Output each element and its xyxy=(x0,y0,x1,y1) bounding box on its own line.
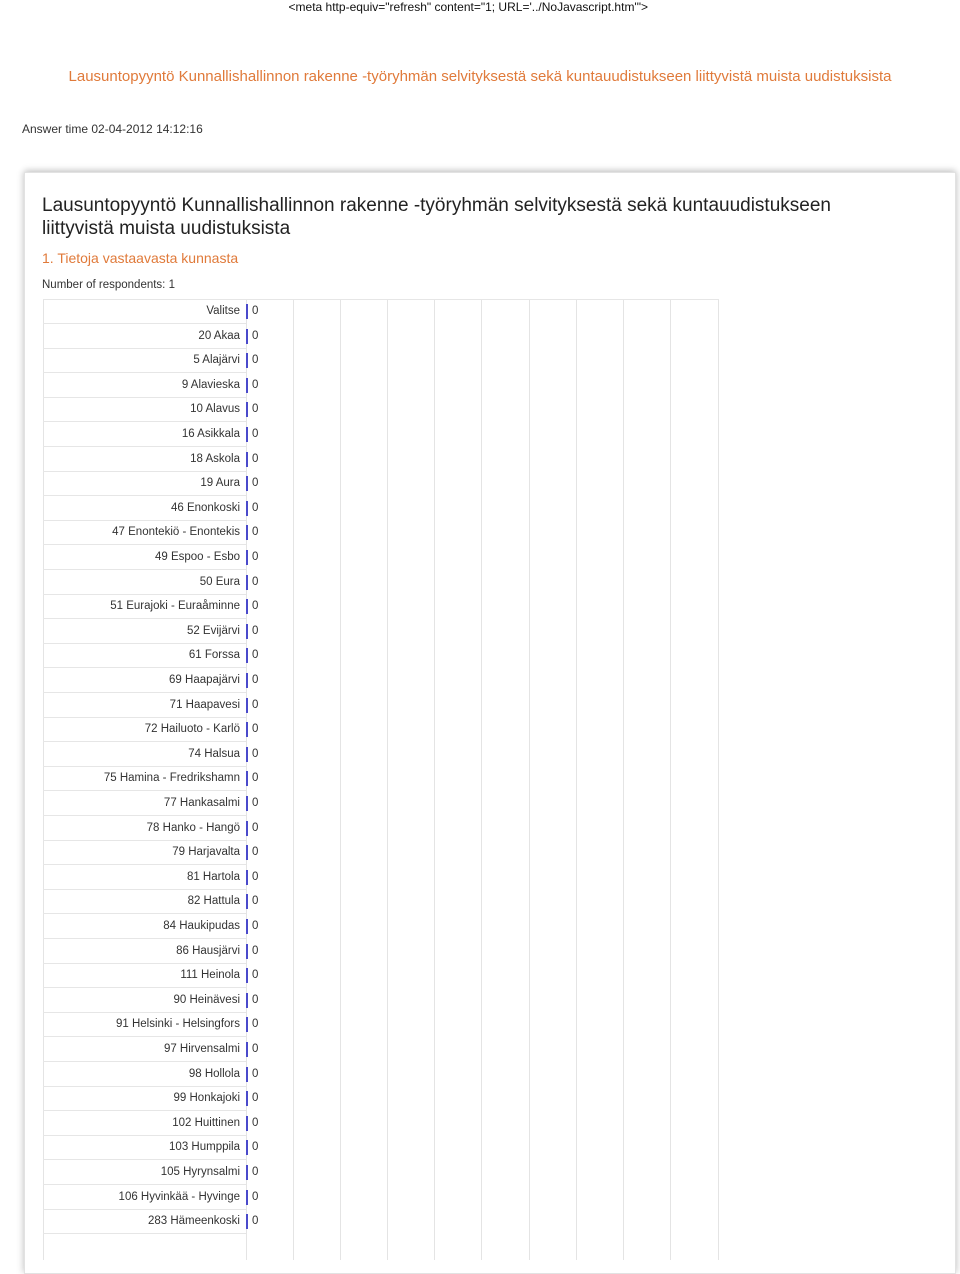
category-label: 71 Haapavesi xyxy=(169,698,240,711)
chart-row xyxy=(43,644,293,668)
category-label: 98 Hollola xyxy=(188,1067,240,1080)
chart-row xyxy=(43,472,293,496)
value-label: 0 xyxy=(252,895,259,908)
chart-row xyxy=(43,694,293,718)
category-label: Valitse xyxy=(206,305,240,317)
chart-row xyxy=(43,718,293,742)
value-label: 0 xyxy=(252,846,259,859)
value-label: 0 xyxy=(252,403,259,416)
chart-row xyxy=(43,1161,293,1185)
bar xyxy=(246,525,248,540)
bar xyxy=(246,1140,248,1155)
value-label: 0 xyxy=(252,1215,259,1228)
category-label: 91 Helsinki - Helsingfors xyxy=(116,1018,240,1031)
chart-row xyxy=(43,1038,293,1062)
value-label: 0 xyxy=(252,993,259,1006)
value-label: 0 xyxy=(252,698,259,711)
category-label: 99 Honkajoki xyxy=(173,1092,240,1105)
bar xyxy=(246,1091,248,1106)
chart-row xyxy=(43,300,293,324)
bar xyxy=(246,722,248,737)
value-label: 0 xyxy=(252,1092,259,1105)
bar xyxy=(246,1042,248,1057)
category-label: 106 Hyvinkää - Hyvinge xyxy=(118,1190,240,1203)
category-label: 9 Alavieska xyxy=(181,378,240,391)
value-label: 0 xyxy=(252,870,259,883)
value-label: 0 xyxy=(252,1067,259,1080)
grid-line xyxy=(670,300,671,1260)
category-label: 102 Huittinen xyxy=(172,1116,240,1129)
chart-row xyxy=(43,521,293,545)
bar xyxy=(246,329,248,344)
bar xyxy=(246,476,248,491)
value-label: 0 xyxy=(252,477,259,490)
chart-row xyxy=(43,571,293,595)
value-label: 0 xyxy=(252,821,259,834)
chart-row xyxy=(43,546,293,570)
value-label: 0 xyxy=(252,674,259,686)
value-label: 0 xyxy=(252,723,259,736)
category-label: 82 Hattula xyxy=(187,895,240,908)
bar xyxy=(246,747,248,762)
chart-row xyxy=(43,1112,293,1136)
chart-row xyxy=(43,325,293,349)
category-label: 19 Aura xyxy=(200,477,240,490)
chart-row xyxy=(43,1063,293,1087)
category-label: 5 Alajärvi xyxy=(193,354,240,367)
category-label: 78 Hanko - Hangö xyxy=(146,821,240,834)
page-title: Lausuntopyyntö Kunnallishallinnon rakenne -työryhmän selvityksestä sekä kuntauudistukseen liittyvistä muista uudistuksista xyxy=(68,68,892,85)
results-chart xyxy=(43,299,719,1260)
value-label: 0 xyxy=(252,428,259,440)
category-label: 52 Evijärvi xyxy=(186,624,240,637)
grid-line xyxy=(576,300,577,1260)
chart-row xyxy=(43,497,293,521)
bar xyxy=(246,648,248,663)
bar xyxy=(246,944,248,959)
category-label: 90 Heinävesi xyxy=(173,993,240,1006)
chart-row xyxy=(43,743,293,767)
bar xyxy=(246,821,248,836)
category-label: 51 Eurajoki - Euraåminne xyxy=(110,600,240,613)
bar xyxy=(246,599,248,614)
bar xyxy=(246,771,248,786)
value-label: 0 xyxy=(252,501,259,514)
chart-row xyxy=(43,767,293,791)
answer-time: Answer time 02-04-2012 14:12:16 xyxy=(22,122,203,136)
value-label: 0 xyxy=(252,1018,259,1031)
value-label: 0 xyxy=(252,526,259,539)
chart-row xyxy=(43,374,293,398)
category-label: 61 Forssa xyxy=(188,649,240,662)
value-label: 0 xyxy=(252,772,259,785)
bar xyxy=(246,673,248,688)
value-label: 0 xyxy=(252,747,259,760)
chart-row xyxy=(43,669,293,693)
category-label: 72 Hailuoto - Karlö xyxy=(144,723,240,736)
value-label: 0 xyxy=(252,452,259,465)
bar xyxy=(246,1067,248,1082)
grid-line xyxy=(434,300,435,1260)
category-label: 49 Espoo - Esbo xyxy=(154,551,240,563)
value-label: 0 xyxy=(252,920,259,932)
respondents-count: Number of respondents: 1 xyxy=(42,279,175,291)
grid-line xyxy=(293,300,294,1260)
value-label: 0 xyxy=(252,600,259,613)
bar xyxy=(246,550,248,565)
bar xyxy=(246,870,248,885)
chart-row xyxy=(43,1210,293,1234)
category-label: 74 Halsua xyxy=(188,747,240,760)
value-label: 0 xyxy=(252,551,259,563)
bar xyxy=(246,353,248,368)
chart-row xyxy=(43,940,293,964)
chart-row xyxy=(43,1013,293,1037)
value-label: 0 xyxy=(252,969,259,982)
bar xyxy=(246,919,248,934)
category-label: 81 Hartola xyxy=(186,870,240,883)
category-label: 77 Hankasalmi xyxy=(163,797,240,809)
value-label: 0 xyxy=(252,624,259,637)
chart-row xyxy=(43,398,293,422)
bar xyxy=(246,1165,248,1180)
chart-row xyxy=(43,866,293,890)
bar xyxy=(246,452,248,467)
value-label: 0 xyxy=(252,354,259,367)
category-label: 79 Harjavalta xyxy=(172,846,240,859)
chart-row xyxy=(43,1186,293,1210)
category-label: 103 Humppila xyxy=(169,1141,240,1154)
grid-line xyxy=(718,300,719,1260)
grid-line xyxy=(623,300,624,1260)
bar xyxy=(246,402,248,417)
chart-row xyxy=(43,1136,293,1160)
category-label: 20 Akaa xyxy=(198,329,240,342)
category-label: 18 Askola xyxy=(190,452,240,465)
chart-row xyxy=(43,620,293,644)
chart-row xyxy=(43,817,293,841)
value-label: 0 xyxy=(252,329,259,342)
chart-row xyxy=(43,595,293,619)
chart-row xyxy=(43,841,293,865)
chart-row xyxy=(43,989,293,1013)
bar xyxy=(246,1214,248,1229)
chart-row xyxy=(43,890,293,914)
bar xyxy=(246,968,248,983)
value-label: 0 xyxy=(252,575,259,588)
bar xyxy=(246,1116,248,1131)
bar xyxy=(246,624,248,639)
value-label: 0 xyxy=(252,1166,259,1178)
chart-row xyxy=(43,1087,293,1111)
category-label: 50 Eura xyxy=(199,575,240,588)
bar xyxy=(246,894,248,909)
chart-row xyxy=(43,423,293,447)
category-label: 69 Haapajärvi xyxy=(169,674,240,686)
bar xyxy=(246,1017,248,1032)
bar xyxy=(246,796,248,811)
value-label: 0 xyxy=(252,1116,259,1129)
bar xyxy=(246,501,248,516)
category-label: 47 Enontekiö - Enontekis xyxy=(112,526,240,539)
category-label: 97 Hirvensalmi xyxy=(163,1043,240,1055)
category-label: 46 Enonkoski xyxy=(170,501,240,514)
category-label: 16 Asikkala xyxy=(181,428,240,440)
category-label: 283 Hämeenkoski xyxy=(147,1215,240,1228)
chart-row xyxy=(43,349,293,373)
value-label: 0 xyxy=(252,378,259,391)
value-label: 0 xyxy=(252,797,259,809)
category-label: 84 Haukipudas xyxy=(163,920,240,932)
value-label: 0 xyxy=(252,944,259,957)
bar xyxy=(246,1190,248,1205)
category-label: 111 Heinola xyxy=(180,969,240,982)
grid-line xyxy=(481,300,482,1260)
row-divider xyxy=(43,1233,246,1234)
bar xyxy=(246,304,248,319)
chart-row xyxy=(43,448,293,472)
grid-line xyxy=(340,300,341,1260)
chart-row xyxy=(43,964,293,988)
meta-refresh-text: <meta http-equiv="refresh" content="1; URL='../NoJavascript.htm'"> xyxy=(288,0,648,14)
grid-line xyxy=(387,300,388,1260)
bar xyxy=(246,575,248,590)
survey-title: Lausuntopyyntö Kunnallishallinnon rakenne -työryhmän selvityksestä sekä kuntauudistukseen liittyvistä muista uudistuksista xyxy=(42,195,831,239)
value-label: 0 xyxy=(252,1190,259,1203)
bar xyxy=(246,698,248,713)
bar xyxy=(246,993,248,1008)
value-label: 0 xyxy=(252,1043,259,1055)
category-label: 75 Hamina - Fredrikshamn xyxy=(103,772,240,785)
grid-line xyxy=(529,300,530,1260)
value-label: 0 xyxy=(252,1141,259,1154)
chart-row xyxy=(43,792,293,816)
bar xyxy=(246,427,248,442)
category-label: 86 Hausjärvi xyxy=(176,944,240,957)
value-label: 0 xyxy=(252,649,259,662)
bar xyxy=(246,378,248,393)
value-label: 0 xyxy=(252,305,259,317)
chart-row xyxy=(43,915,293,939)
question-title: 1. Tietoja vastaavasta kunnasta xyxy=(42,250,239,266)
bar xyxy=(246,845,248,860)
category-label: 10 Alavus xyxy=(190,403,240,416)
category-label: 105 Hyrynsalmi xyxy=(160,1166,240,1178)
